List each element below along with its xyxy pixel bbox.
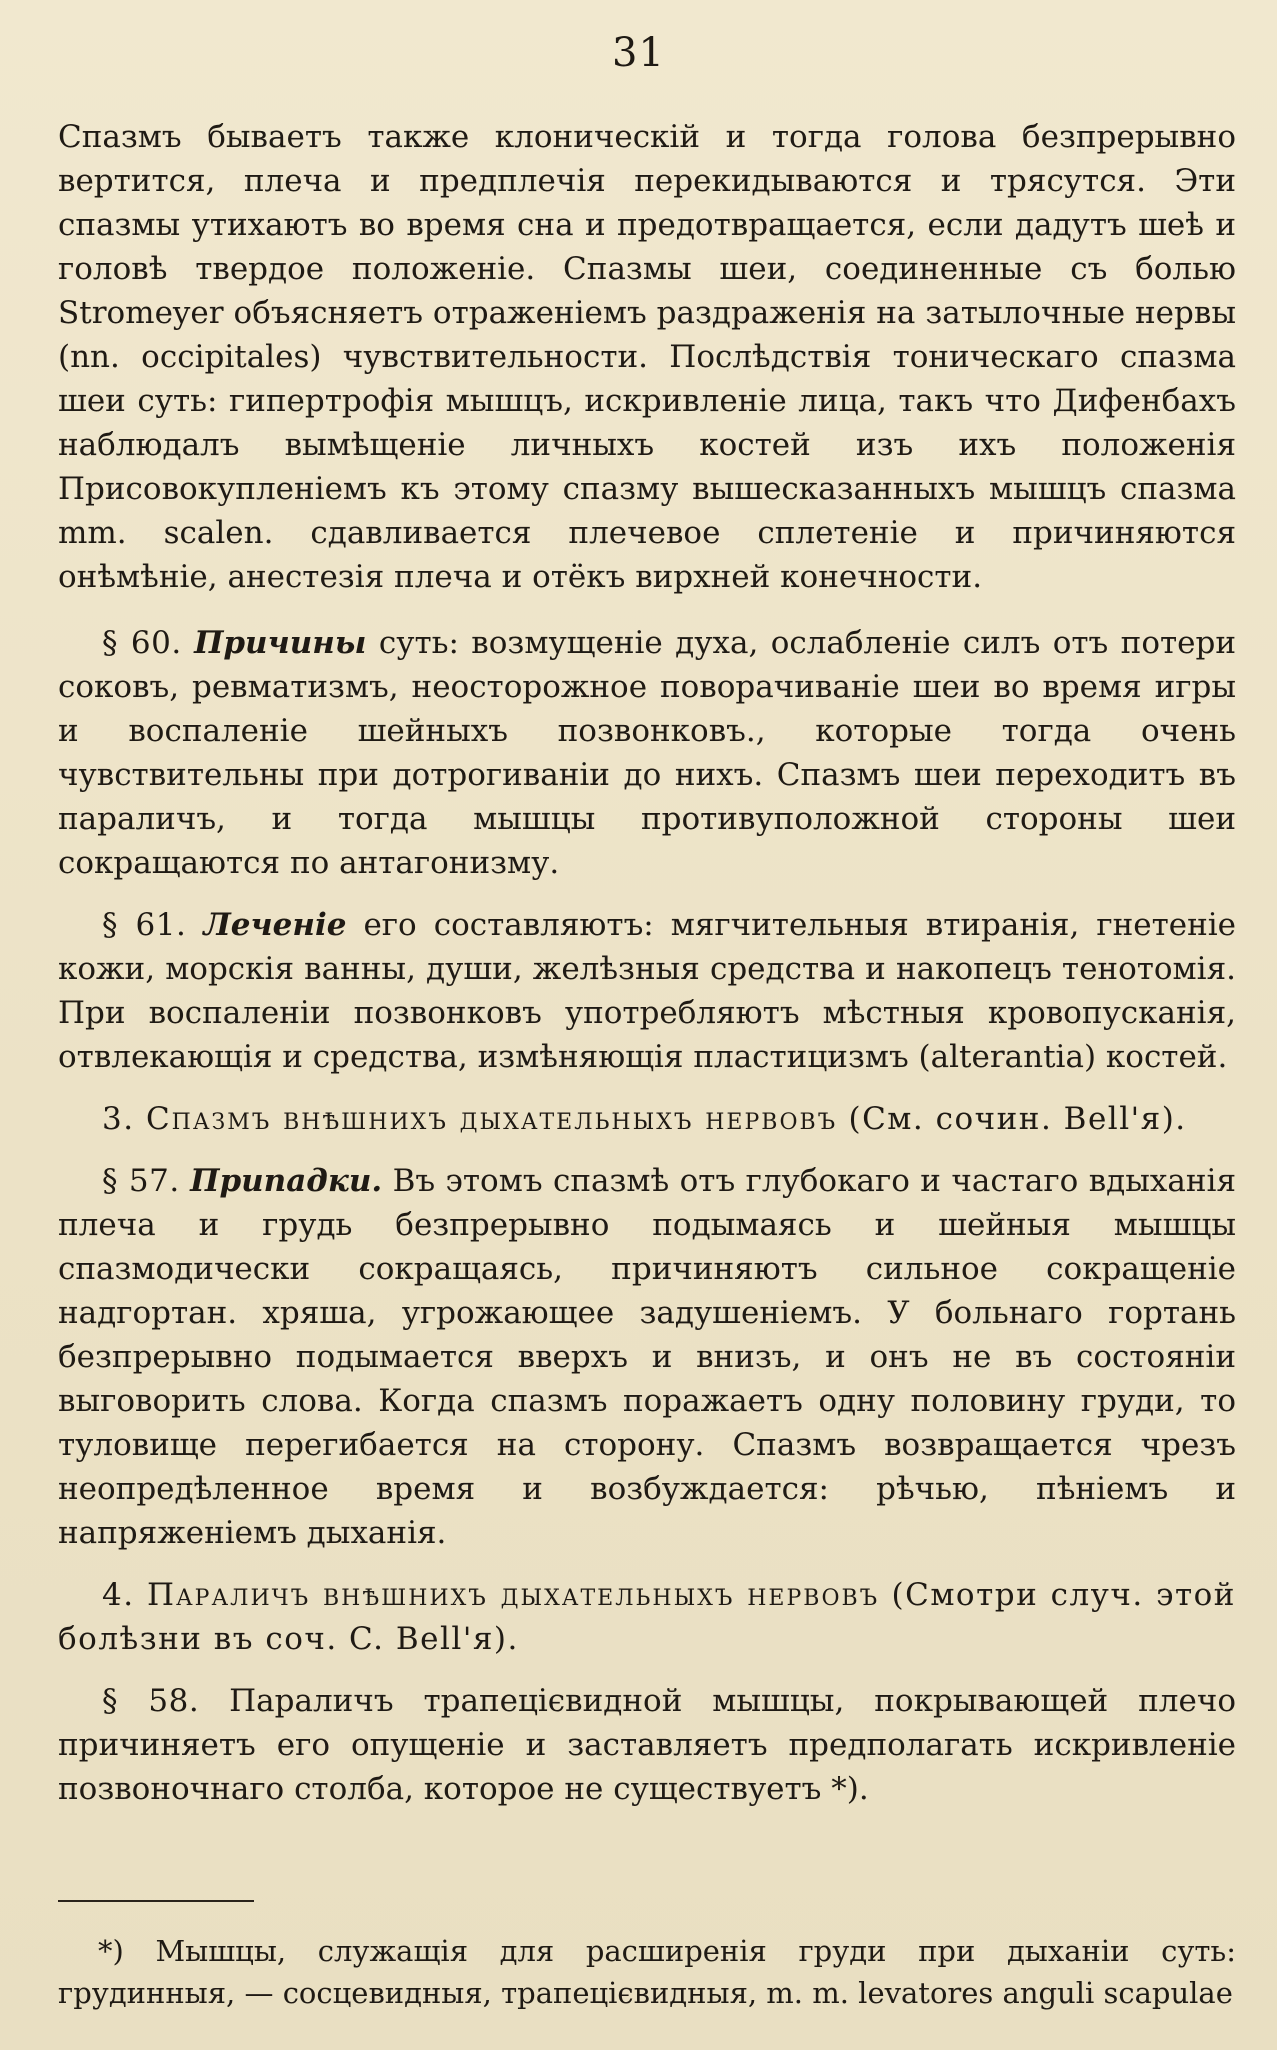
section-number: § 58. xyxy=(102,1683,200,1719)
section-number: § 57. xyxy=(102,1163,180,1199)
section-text: Параличъ трапецієвидной мышцы, покрывающей плечо причиняетъ его опущеніе и заставляетъ предполагать искривленіе позвоночнаго столба, которое не существуетъ *). xyxy=(58,1683,1236,1807)
section-60 xyxy=(58,621,1236,885)
section-title: Причины xyxy=(194,625,367,661)
section-58 xyxy=(58,1679,1236,1811)
paragraph-spasm-clonic: Спазмъ бываетъ также клоническій и тогда голова безпрерывно вертится, плеча и предплечія перекидываются и трясутся. Эти спазмы утихаютъ во время сна и предотвращается, если дадутъ шеѣ и головѣ твердое положеніе. Спазмы шеи, соединенные съ болью Stromeyer объясняетъ отраженіемъ раздраженія на затылочные нервы (nn. occipitales) чувствительности. Послѣдствія тоническаго спазма шеи суть: гипертрофія мышцъ, искривленіе лица, такъ что Дифенбахъ наблюдалъ вымѣщеніе личныхъ костей изъ ихъ положенія Присовокупленіемъ къ этому спазму вышесказанныхъ мышцъ спазма mm. scalen. сдавливается плечевое сплетеніе и причиняются онѣмѣніе, анестезія плеча и отёкъ вирхней конечности. xyxy=(58,119,1236,595)
body-text xyxy=(58,115,1236,1829)
heading-spasm-respiratory xyxy=(58,1097,1236,1141)
heading-reference: (См. сочин. Bell'я). xyxy=(837,1101,1187,1137)
section-text: суть: возмущеніе духа, ослабленіе силъ отъ потери соковъ, ревматизмъ, неосторожное поворачиваніе шеи во время игры и воспаленіе шейныхъ позвонковъ., которые тогда очень чувствительны при дотрогиваніи до нихъ. Спазмъ шеи переходитъ въ параличъ, и тогда мышцы противуположной стороны шеи сокращаются по антагонизму. xyxy=(58,625,1236,881)
heading-text: Спазмъ внѣшнихъ дыхательныхъ нервовъ xyxy=(145,1101,838,1137)
section-text: его составляютъ: мягчительныя втиранія, гнетеніе кожи, морскія ванны, души, желѣзныя средства и накопецъ тенотомія. При воспаленіи позвонковъ употребляютъ мѣстныя кровопусканія, отвлекающія и средства, измѣняющія пластицизмъ (alterantia) костей. xyxy=(58,907,1237,1075)
heading-reference: (Смотри случ. этой болѣзни въ соч. C. Bell'я). xyxy=(58,1577,1236,1657)
heading-paralysis-respiratory xyxy=(58,1573,1236,1661)
section-57 xyxy=(58,1159,1236,1555)
section-number: § 60. xyxy=(102,625,182,661)
heading-number: 4. xyxy=(102,1577,135,1613)
footnote-divider xyxy=(58,1900,254,1902)
footnote: *) Мышцы, служащія для расширенія груди при дыханіи суть: грудинныя, — сосцевидныя, трапецієвидныя, m. m. levatores anguli scapulae xyxy=(58,1934,1236,2010)
section-text: Въ этомъ спазмѣ отъ глубокаго и частаго вдыханія плеча и грудь безпрерывно подымаясь и шейныя мышцы спазмодически сокращаясь, причиняютъ сильное сокращеніе надгортан. хряша, угрожающее задушеніемъ. У больнаго гортань безпрерывно подымается вверхъ и внизъ, и онъ не въ состояніи выговорить слова. Когда спазмъ поражаетъ одну половину груди, то туловище перегибается на сторону. Спазмъ возвращается чрезъ неопредѣленное время и возбуждается: рѣчью, пѣніемъ и напряженіемъ дыханія. xyxy=(58,1163,1236,1551)
section-61 xyxy=(58,903,1236,1079)
heading-number: 3. xyxy=(102,1101,135,1137)
section-number: § 61. xyxy=(102,907,187,943)
section-title: Леченіе xyxy=(203,907,347,943)
heading-text: Параличъ внѣшнихъ дыхательныхъ нервовъ xyxy=(146,1577,880,1613)
page-number: 31 xyxy=(612,30,665,76)
section-title: Припадки. xyxy=(190,1163,383,1199)
